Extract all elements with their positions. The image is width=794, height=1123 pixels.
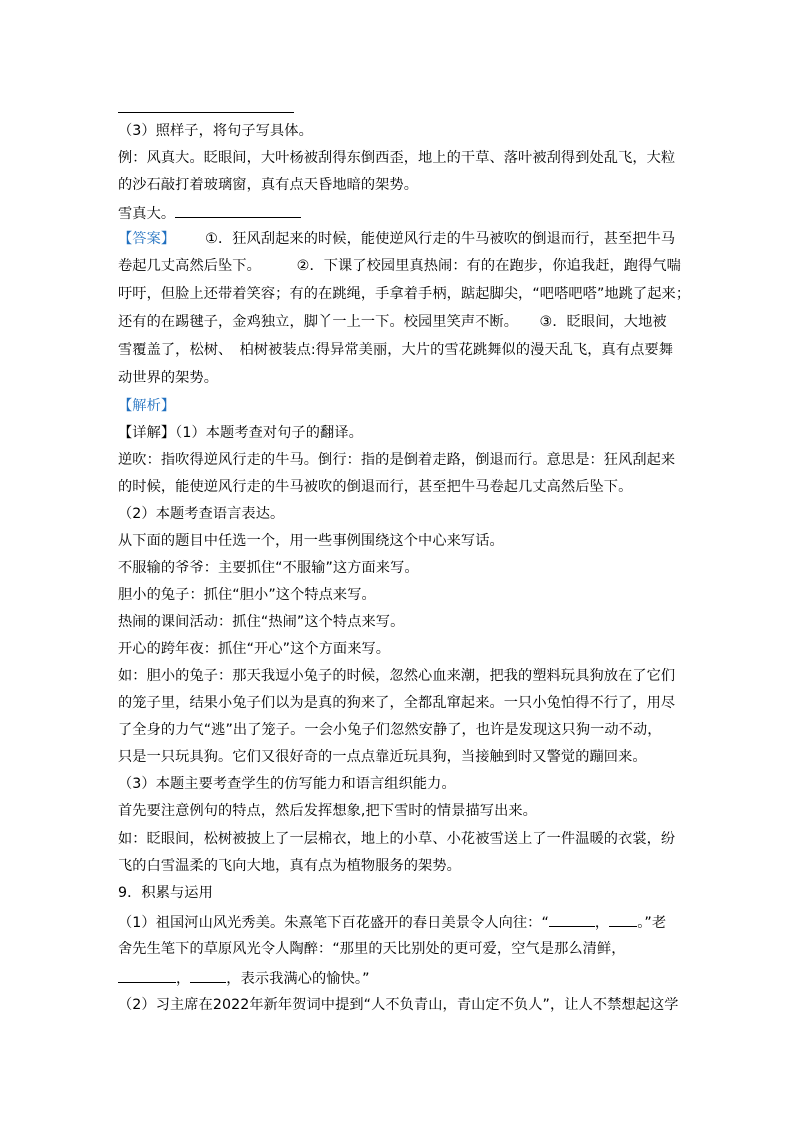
detail-line-12: 了全身的力气“逃”出了笼子。一会小兔子们忽然安静了，也许是发现这只狗一动不动，: [118, 722, 662, 738]
detail-line-10: 如：胆小的兔子：那天我逗小兔子的时候，忽然心血来潮，把我的塑料玩具狗放在了它们: [118, 668, 676, 684]
question-9-2-line-1: （2）习主席在2022年新年贺词中提到“人不负青山，青山定不负人”，让人不禁想起这学: [118, 997, 679, 1013]
detail-line-1: 【详解】（1）本题考查对句子的翻译。: [118, 425, 363, 441]
question-9-title: 9．积累与运用: [118, 885, 213, 901]
analysis-label: 【解析】: [118, 398, 176, 414]
detail-line-8: 热闹的课间活动：抓住“热闹”这个特点来写。: [118, 614, 405, 630]
blank-4: [190, 968, 226, 983]
detail-line-11: 的笼子里，结果小兔子们以为是真的狗来了，全都乱窜起来。一只小兔怕得不行了，用尽: [118, 695, 676, 711]
answer-line-2: 卷起几丈高然后坠下。 ②．下课了校园里真热闹：有的在跑步，你追我赶，跑得气喘: [118, 258, 681, 274]
question-9-1-line-1: [118, 912, 666, 932]
answer-line-4: 还有的在踢毽子，金鸡独立，脚丫一上一下。校园里笑声不断。 ③．眨眼间，大地被: [118, 314, 667, 330]
detail-line-15: 首先要注意例句的特点，然后发挥想象,把下雪时的情景描写出来。: [118, 803, 537, 819]
header-rule: [118, 112, 294, 113]
detail-line-7: 胆小的兔子：抓住“胆小”这个特点来写。: [118, 587, 376, 603]
detail-line-17: 飞的白雪温柔的飞向大地，真有点为植物服务的架势。: [118, 858, 461, 874]
blank-1: [549, 912, 595, 927]
detail-line-2: 逆吹：指吹得逆风行走的牛马。倒行：指的是倒着走路，倒退而行。意思是：狂风刮起来: [118, 452, 676, 468]
prompt-line: [118, 203, 301, 223]
detail-line-4: （2）本题考查语言表达。: [118, 506, 285, 522]
prompt-text: 雪真大。: [118, 206, 176, 222]
detail-line-5: 从下面的题目中任选一个，用一些事例围绕这个中心来写话。: [118, 533, 504, 549]
q9-1-text: （1）祖国河山风光秀美。朱熹笔下百花盛开的春日美景令人向往：“: [118, 915, 549, 931]
detail-line-14: （3）本题主要考查学生的仿写能力和语言组织能力。: [118, 776, 456, 792]
answer-label: 【答案】: [118, 231, 176, 247]
detail-line-9: 开心的跨年夜：抓住“开心”这个方面来写。: [118, 641, 391, 657]
answer-line-3: 吁吁，但脸上还带着笑容；有的在跳绳，手拿着手柄，踮起脚尖，“吧嗒吧嗒”地跳了起来；: [118, 286, 691, 302]
example-line-1: 例：风真大。眨眼间，大叶杨被刮得东倒西歪，地上的干草、落叶被刮得到处乱飞，大粒: [118, 150, 676, 166]
q9-1-tail: ，表示我满心的愉快。”: [226, 971, 370, 987]
question-9-1-line-3: [118, 968, 370, 988]
question-9-1-line-2: 舍先生笔下的草原风光令人陶醉：“那里的天比别处的更可爱，空气是那么清鲜，: [118, 941, 626, 957]
detail-line-16: 如：眨眼间，松树被披上了一层棉衣，地上的小草、小花被雪送上了一件温暖的衣裳，纷: [118, 831, 676, 847]
detail-line-6: 不服输的爷爷：主要抓住“不服输”这方面来写。: [118, 560, 419, 576]
q9-1-comma: ，: [594, 915, 610, 931]
blank-3: [118, 968, 176, 983]
q9-1-comma-2: ，: [176, 971, 191, 987]
answer-line-1: [118, 230, 675, 248]
answer-blank: [175, 203, 301, 218]
example-line-2: 的沙石敲打着玻璃窗，真有点天昏地暗的架势。: [118, 177, 419, 193]
question-instruction: （3）照样子，将句子写具体。: [118, 123, 313, 139]
answer-text: ①．狂风刮起来的时候，能使逆风行走的牛马被吹的倒退而行，甚至把牛马: [205, 231, 676, 247]
blank-2: [609, 912, 637, 927]
answer-line-6: 动世界的架势。: [118, 370, 219, 386]
detail-line-3: 的时候，能使逆风行走的牛马被吹的倒退而行，甚至把牛马卷起几丈高然后坠下。: [118, 479, 633, 495]
detail-line-13: 只是一只玩具狗。它们又很好奇的一点点靠近玩具狗，当接触到时又警觉的蹦回来。: [118, 749, 647, 765]
answer-line-5: 雪覆盖了，松树、 柏树被装点:得异常美丽，大片的雪花跳舞似的漫天乱飞，真有点要舞: [118, 342, 673, 358]
q9-1-end: 。”老: [637, 915, 667, 931]
